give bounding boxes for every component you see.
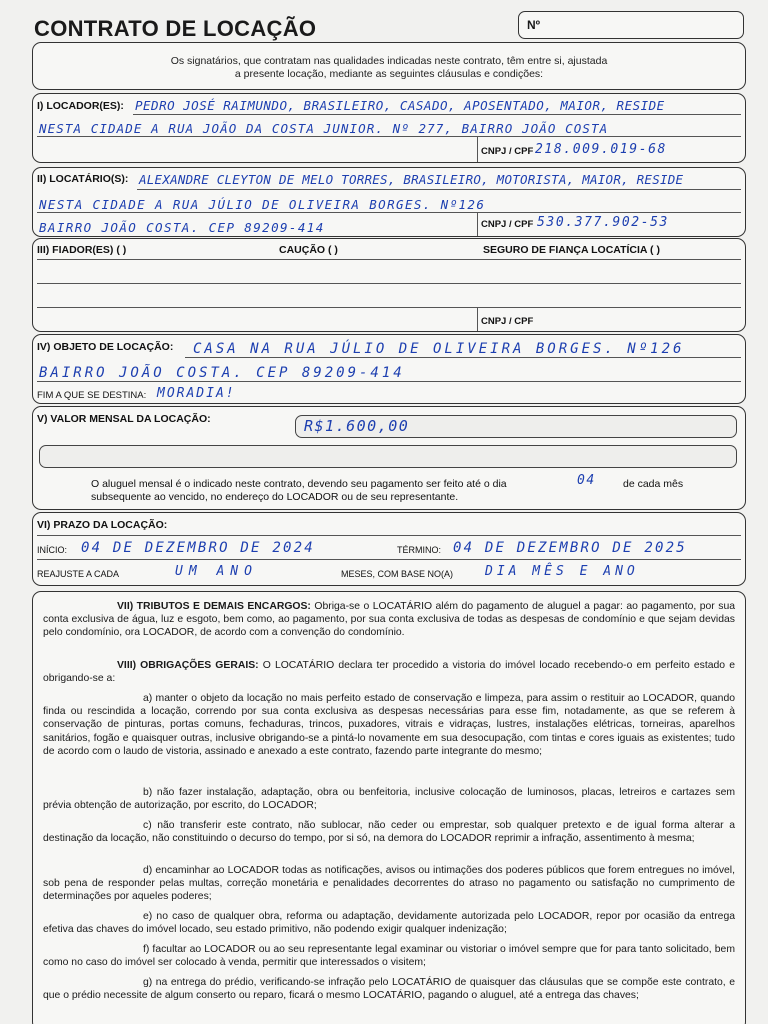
fiador-section — [32, 238, 746, 332]
locatario-bairro-line: BAIRRO JOÃO COSTA. CEP 89209-414 — [39, 220, 325, 235]
inicio-label: INÍCIO: — [37, 545, 68, 555]
locatario-cpf-label: CNPJ / CPF — [481, 219, 534, 230]
locador-address-line: NESTA CIDADE A RUA JOÃO DA COSTA JUNIOR. Nº 277, BAIRRO JOÃO COSTA — [39, 121, 609, 136]
locador-cpf-label: CNPJ / CPF — [481, 146, 534, 157]
valor-section — [32, 406, 746, 510]
caucao-label: CAUÇÃO ( ) — [279, 244, 338, 256]
valor-extenso-field[interactable] — [39, 445, 737, 468]
reajuste-value: UM ANO — [175, 564, 258, 579]
objeto-section — [32, 334, 746, 404]
intro-box — [32, 42, 746, 90]
page-title: CONTRATO DE LOCAÇÃO — [34, 16, 317, 41]
objeto-bairro-line: BAIRRO JOÃO COSTA. CEP 89209-414 — [39, 365, 405, 381]
clauses-section — [32, 591, 746, 1024]
reajuste-label: REAJUSTE A CADA — [37, 569, 120, 579]
objeto-label: IV) OBJETO DE LOCAÇÃO: — [37, 341, 174, 353]
locatario-section — [32, 167, 746, 237]
clause-viii-d: d) encaminhar ao LOCADOR todas as notificações, avisos ou intimações dos poderes públicos que forem entregues no imóvel, sob pena de responder pelas multas, correção monetária e penalidades decorrentes do atraso no pagamento ou satisfação no cumprimento de determinações por aqueles poderes; — [43, 865, 735, 903]
clause-viii-title: VIII) OBRIGAÇÕES GERAIS: — [117, 660, 259, 671]
locatario-address-line: NESTA CIDADE A RUA JÚLIO DE OLIVEIRA BORGES. Nº126 — [39, 197, 486, 212]
clause-viii-text: O LOCATÁRIO declara ter procedido a vistoria do imóvel locado recebendo-o em perfeito estado e obrigando-se a: — [43, 660, 735, 685]
clause-viii-f: f) facultar ao LOCADOR ou ao seu representante legal examinar ou vistoriar o imóvel sempre que for para tanto solicitado, bem como no caso do imóvel ser colocado à venda, permitir que interessados o visitem; — [43, 944, 735, 969]
locatario-cpf-value: 530.377.902-53 — [537, 215, 669, 230]
clause-viii-a: a) manter o objeto da locação no mais perfeito estado de conservação e limpeza, para assim o restituir ao LOCADOR, quando finda ou rescindida a locação, correndo por sua conta exclusiva as despesas necessárias para esse fim, notadamente, as que se referem à conservação de pinturas, portas comuns, fechaduras, trincos, puxadores, vitrais e vidraças, lustres, instalações elétricas, torneiras, aparelhos sanitários, fogão e quaisquer outras, inclusive obrigando-se a pintá-lo novamente em sua desocupação, com tintas e cores iguais as existentes; tudo de acordo com o laudo de vistoria, assinado e anexado a este contrato, fazendo parte integrante do mesmo; — [43, 693, 735, 757]
locador-label: I) LOCADOR(ES): — [37, 100, 124, 112]
locador-section — [32, 93, 746, 163]
seguro-fianca-label: SEGURO DE FIANÇA LOCATÍCIA ( ) — [483, 244, 660, 256]
inicio-value: 04 DE DEZEMBRO DE 2024 — [81, 540, 315, 556]
termino-value: 04 DE DEZEMBRO DE 2025 — [453, 540, 687, 556]
meses-value: DIA MÊS E ANO — [485, 564, 639, 579]
clause-viii-g: g) na entrega do prédio, verificando-se infração pelo LOCATÁRIO de quaisquer das cláusulas que se compõe este contrato, e que o prédio necessite de algum conserto ou reparo, ficará o mesmo LOCATÁRIO, pagando o aluguel, até a entrega das chaves; — [43, 977, 735, 1002]
intro-line-2: a presente locação, mediante as seguintes cláusulas e condições: — [234, 68, 544, 80]
valor-label: V) VALOR MENSAL DA LOCAÇÃO: — [37, 413, 211, 425]
clause-vii-title: VII) TRIBUTOS E DEMAIS ENCARGOS: — [117, 601, 311, 612]
locador-name-line: PEDRO JOSÉ RAIMUNDO, BRASILEIRO, CASADO, APOSENTADO, MAIOR, RESIDE — [135, 98, 665, 113]
locatario-label: II) LOCATÁRIO(S): — [37, 173, 129, 185]
fiador-label: III) FIADOR(ES) ( ) — [37, 244, 127, 256]
valor-amount-field[interactable] — [295, 415, 737, 438]
clause-viii-e: e) no caso de qualquer obra, reforma ou adaptação, devidamente autorizada pelo LOCADOR, repor por ocasião da entrega efetiva das chaves do imóvel locado, seu estado primitivo, não podendo exigir qualquer indenização; — [43, 911, 735, 936]
locatario-name-line: ALEXANDRE CLEYTON DE MELO TORRES, BRASILEIRO, MOTORISTA, MAIOR, RESIDE — [139, 172, 684, 187]
locador-cpf-value: 218.009.019-68 — [535, 142, 667, 157]
clause-viii-b: b) não fazer instalação, adaptação, obra ou benfeitoria, inclusive colocação de luminosos, placas, letreiros e cartazes sem prévia obtenção de autorização, por escrito, do LOCADOR; — [43, 787, 735, 812]
valor-text-1b: de cada mês — [623, 478, 684, 490]
prazo-label: VI) PRAZO DA LOCAÇÃO: — [37, 519, 168, 531]
contract-number-box[interactable] — [518, 11, 744, 39]
destino-value: MORADIA! — [157, 386, 236, 401]
termino-label: TÉRMINO: — [397, 545, 441, 555]
valor-amount: R$1.600,00 — [304, 417, 410, 435]
valor-payment-day: 04 — [577, 473, 596, 488]
contract-number-label: Nº — [527, 18, 541, 32]
prazo-section — [32, 512, 746, 586]
destino-label: FIM A QUE SE DESTINA: — [37, 390, 147, 401]
clause-vii-text: Obriga-se o LOCATÁRIO além do pagamento de aluguel a pagar: ao pagamento, por sua conta exclusiva de água, luz e esgoto, bem como, ao pagamento, por sua conta exclusiva de todas as despesas de condomínio e que sejam devidas pelo condomínio, ora LOCADOR, de acordo com a convenção do condomínio. — [43, 601, 736, 639]
clause-viii — [43, 659, 735, 685]
intro-line-1: Os signatários, que contratam nas qualidades indicadas neste contrato, têm entre si, ajustada — [170, 55, 608, 67]
valor-text-1: O aluguel mensal é o indicado neste contrato, devendo seu pagamento ser feito até o dia — [91, 478, 507, 490]
clause-viii-c: c) não transferir este contrato, não sublocar, não ceder ou emprestar, sob qualquer pretexto e de igual forma alterar a destinação da locação, não constituindo o decurso do tempo, por si só, na demora do LOCADOR reprimir a infração, assentimento à mesma; — [43, 820, 735, 845]
meses-label: MESES, COM BASE NO(A) — [341, 569, 454, 579]
fiador-cpf-label: CNPJ / CPF — [481, 316, 534, 327]
valor-text-2: subsequente ao vencido, no endereço do LOCADOR ou de seu representante. — [91, 491, 459, 503]
clause-vii — [43, 600, 735, 640]
objeto-address-line: CASA NA RUA JÚLIO DE OLIVEIRA BORGES. Nº126 — [193, 341, 685, 357]
